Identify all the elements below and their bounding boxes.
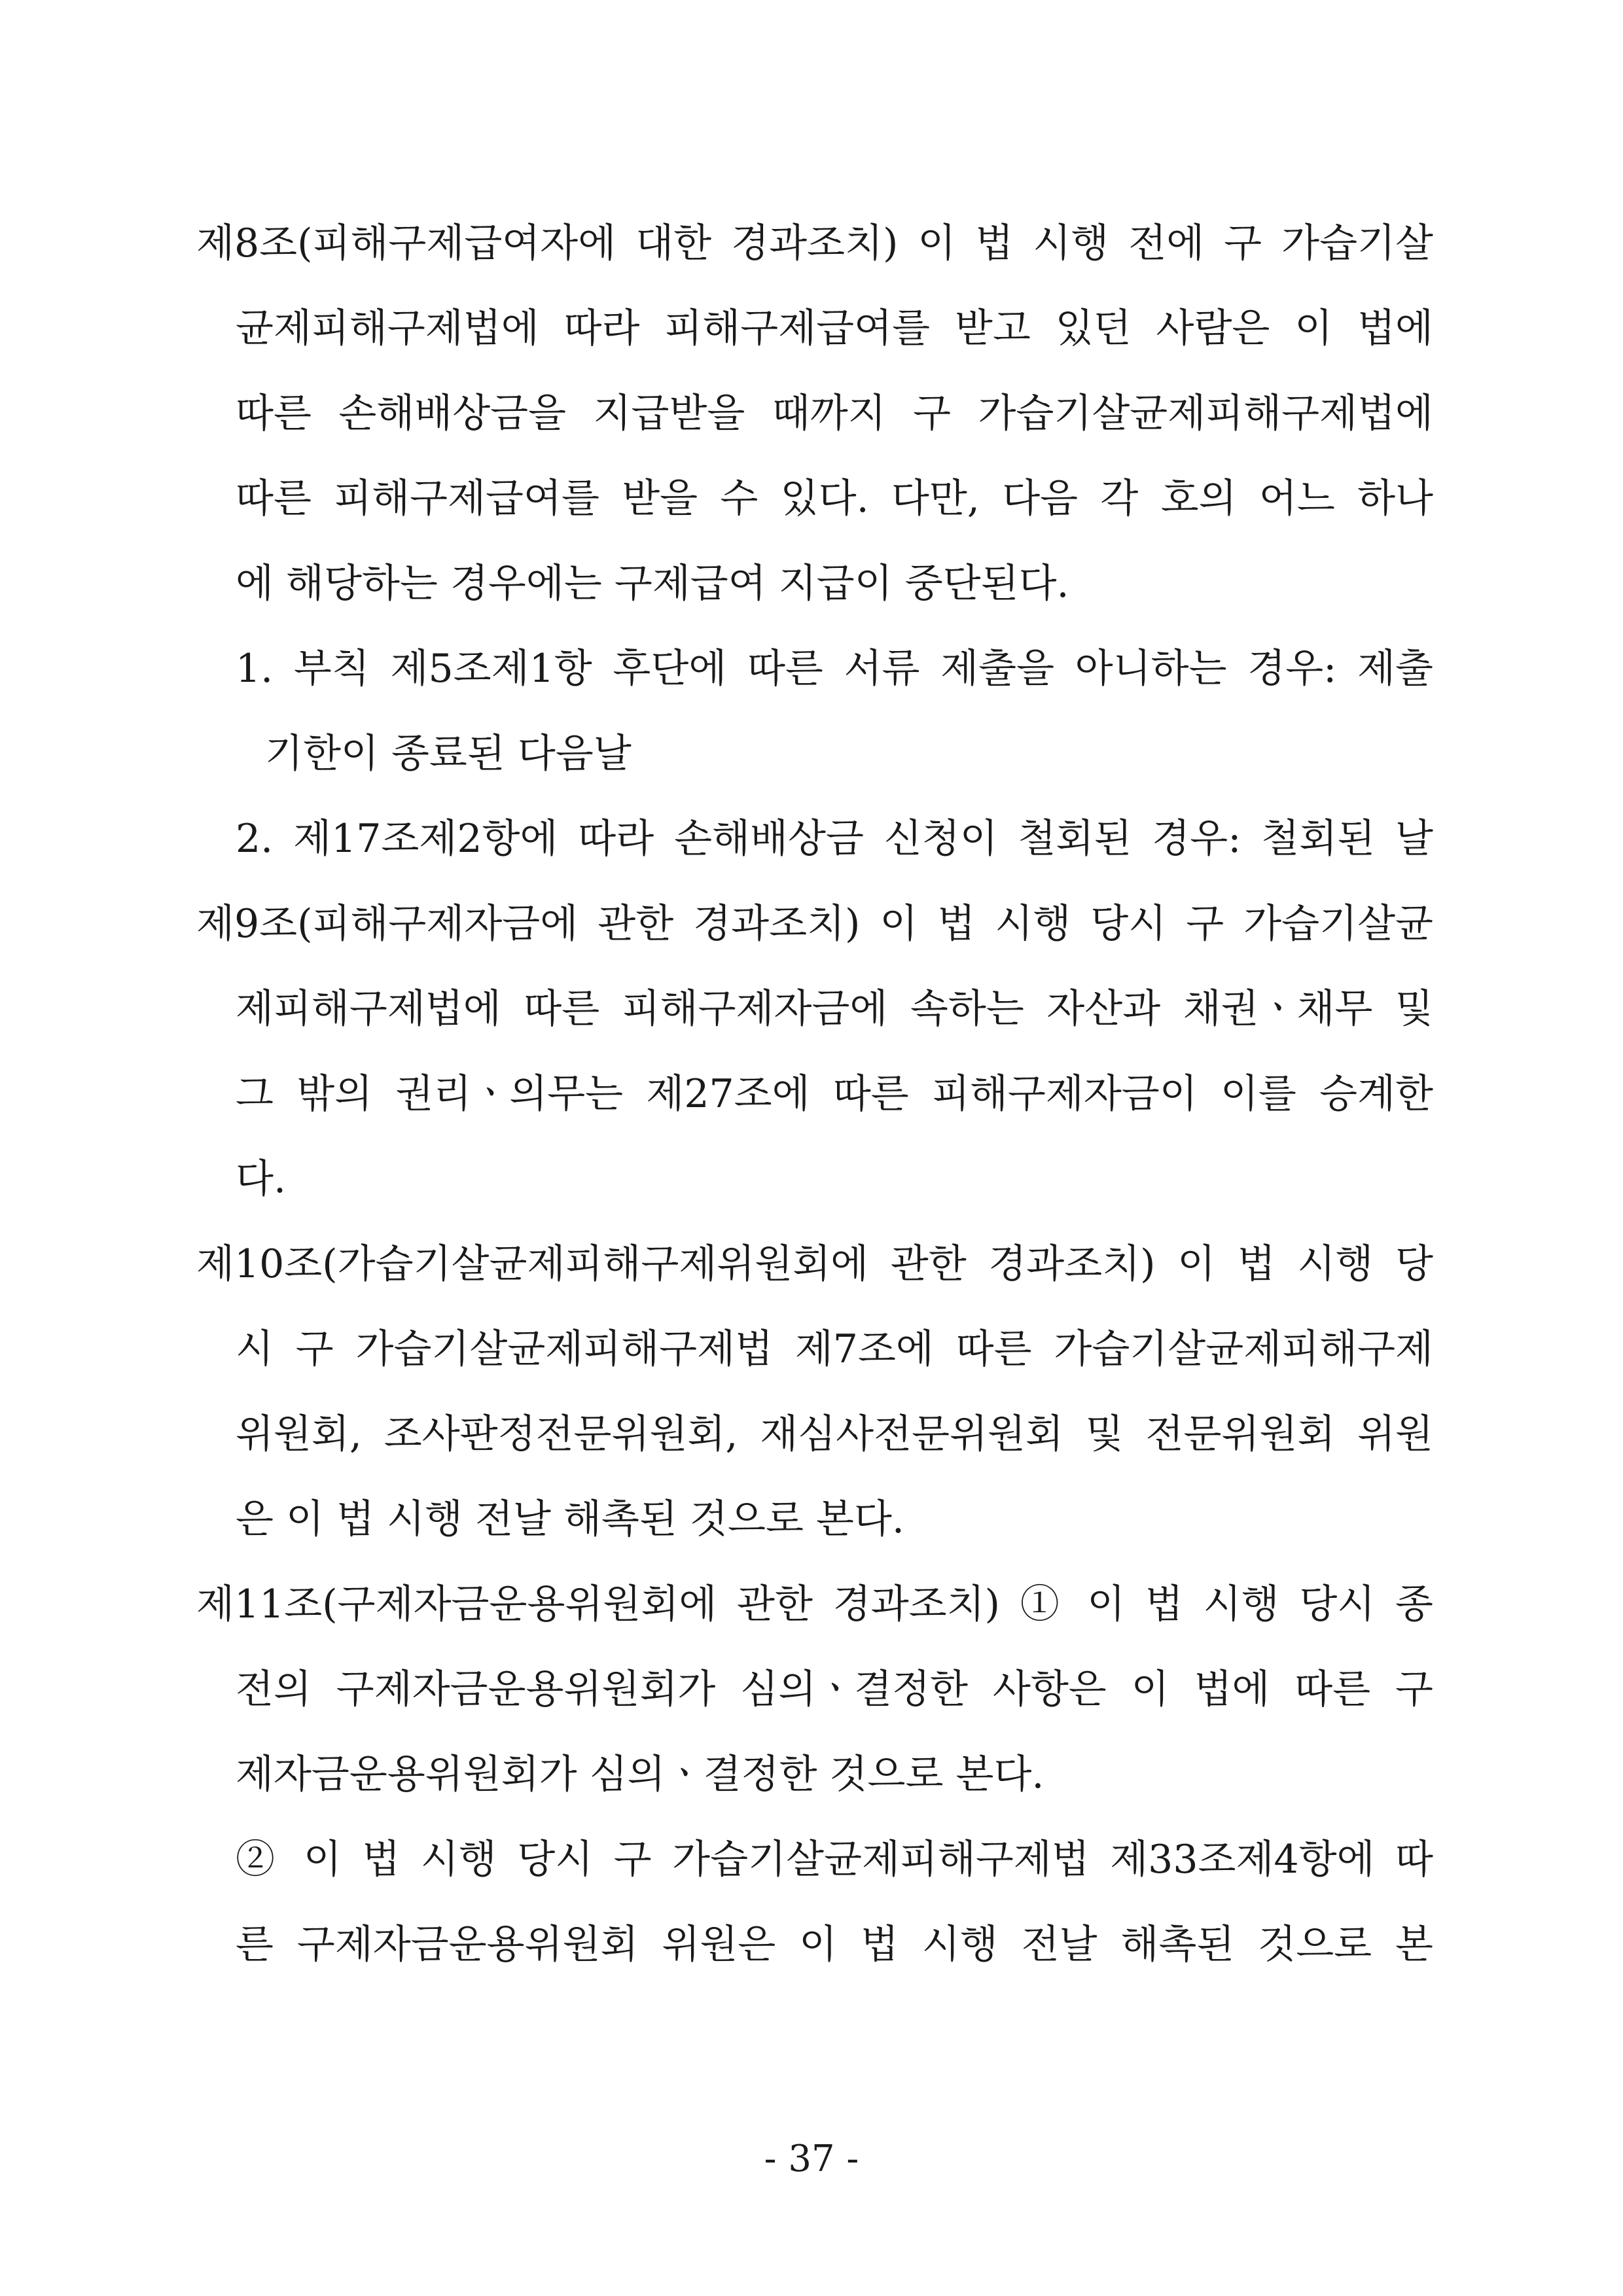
article-9-line-4: 다. bbox=[236, 1156, 287, 1202]
article-8-line-4: 따른 피해구제급여를 받을 수 있다. 다만, 다음 각 호의 어느 하나 bbox=[236, 476, 1433, 521]
article-11-line-3: 제자금운용위원회가 심의ㆍ결정한 것으로 본다. bbox=[236, 1752, 1044, 1797]
article-10-line-3: 위원회, 조사판정전문위원회, 재심사전문위원회 및 전문위원회 위원 bbox=[236, 1411, 1433, 1457]
item-1-line-1: 1. 부칙 제5조제1항 후단에 따른 서류 제출을 아니하는 경우: 제출 bbox=[236, 646, 1433, 692]
article-9-line-3: 그 밖의 권리ㆍ의무는 제27조에 따른 피해구제자금이 이를 승계한 bbox=[236, 1071, 1433, 1117]
article-8-line-1: 제8조(피해구제급여자에 대한 경과조치) 이 법 시행 전에 구 가습기살 bbox=[196, 221, 1433, 266]
article-11-line-1: 제11조(구제자금운용위원회에 관한 경과조치) ① 이 법 시행 당시 종 bbox=[196, 1581, 1433, 1627]
article-9-line-2: 제피해구제법에 따른 피해구제자금에 속하는 자산과 채권ㆍ채무 및 bbox=[236, 986, 1433, 1032]
item-1-line-2: 기한이 종료된 다음날 bbox=[265, 731, 632, 777]
paragraph-2-line-2: 른 구제자금운용위원회 위원은 이 법 시행 전날 해촉된 것으로 본 bbox=[236, 1922, 1433, 1968]
article-8-line-2: 균제피해구제법에 따라 피해구제급여를 받고 있던 사람은 이 법에 bbox=[236, 306, 1433, 351]
paragraph-2-line-1: ② 이 법 시행 당시 구 가습기살균제피해구제법 제33조제4항에 따 bbox=[236, 1837, 1433, 1882]
article-11-line-2: 전의 구제자금운용위원회가 심의ㆍ결정한 사항은 이 법에 따른 구 bbox=[236, 1667, 1433, 1712]
article-8-line-3: 따른 손해배상금을 지급받을 때까지 구 가습기살균제피해구제법에 bbox=[236, 391, 1433, 436]
article-8-line-5: 에 해당하는 경우에는 구제급여 지급이 중단된다. bbox=[236, 561, 1069, 607]
article-10-line-2: 시 구 가습기살균제피해구제법 제7조에 따른 가습기살균제피해구제 bbox=[236, 1326, 1433, 1372]
article-10-line-1: 제10조(가습기살균제피해구제위원회에 관한 경과조치) 이 법 시행 당 bbox=[196, 1241, 1433, 1287]
article-10-line-4: 은 이 법 시행 전날 해촉된 것으로 본다. bbox=[236, 1496, 904, 1542]
item-2-line-1: 2. 제17조제2항에 따라 손해배상금 신청이 철회된 경우: 철회된 날 bbox=[236, 816, 1433, 862]
page-number: - 37 - bbox=[764, 2138, 859, 2180]
article-9-line-1: 제9조(피해구제자금에 관한 경과조치) 이 법 시행 당시 구 가습기살균 bbox=[196, 901, 1433, 947]
